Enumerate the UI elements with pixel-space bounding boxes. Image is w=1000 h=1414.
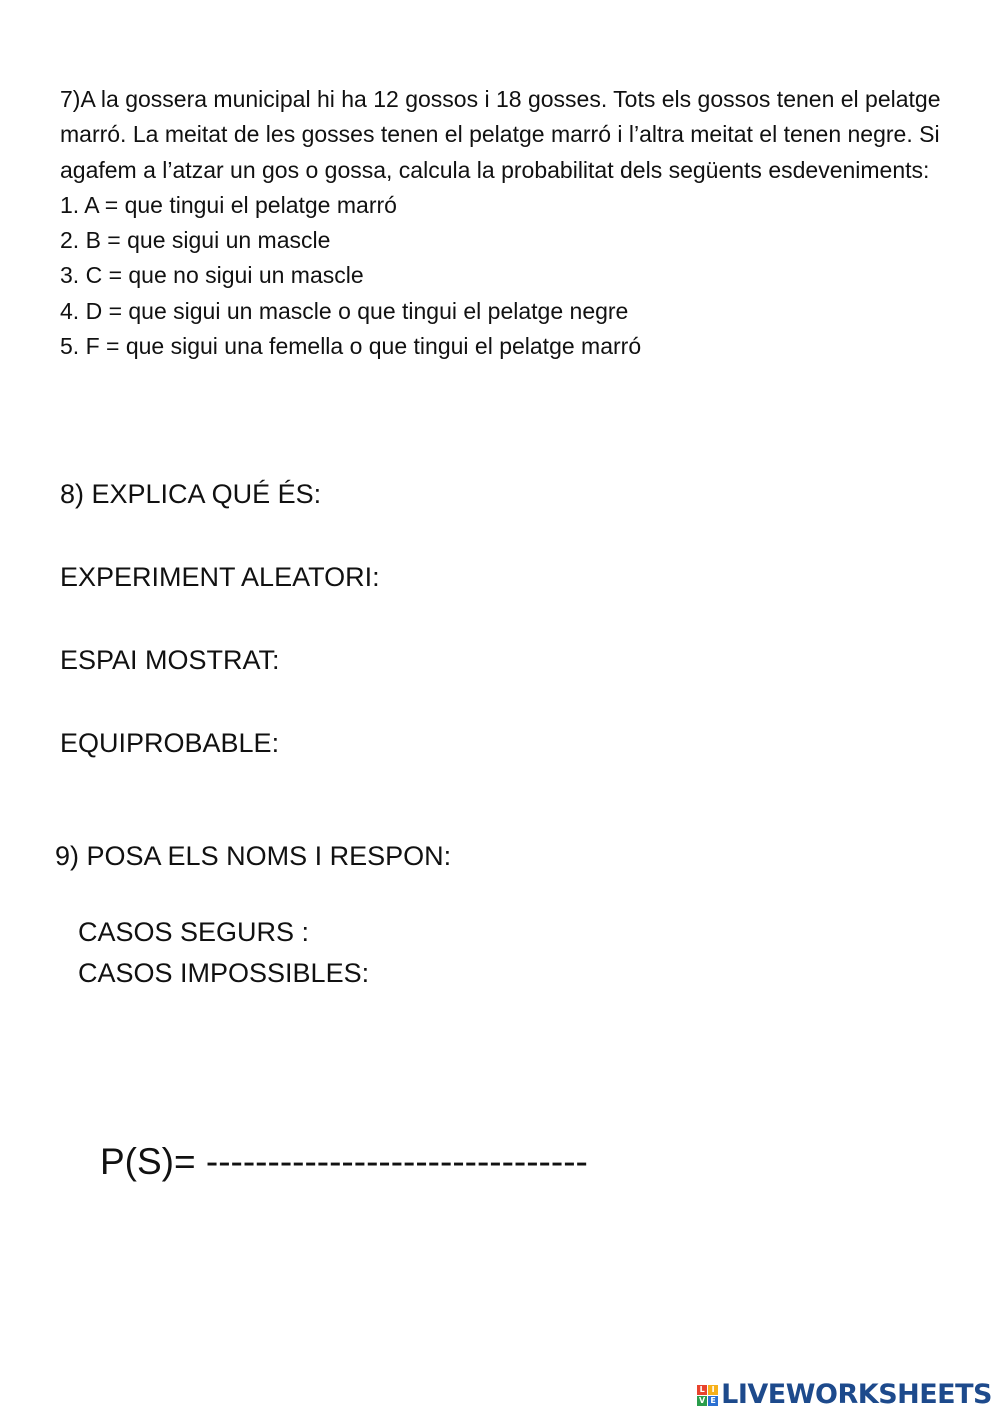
term-equiprobable: EQUIPROBABLE: <box>60 728 280 758</box>
casos-segurs-label: CASOS SEGURS : <box>78 917 310 947</box>
question-7-item-f: 5. F = que sigui una femella o que tingui el pelatge marró <box>60 333 642 360</box>
term-espai-mostrat: ESPAI MOSTRAT: <box>60 645 280 675</box>
question-7 <box>60 82 960 364</box>
probability-formula: P(S)= ------------------------------- <box>100 1141 588 1182</box>
question-7-item-b: 2. B = que sigui un mascle <box>60 227 331 254</box>
logo-letter-e: E <box>708 1396 718 1406</box>
casos-impossibles-label: CASOS IMPOSSIBLES: <box>78 958 370 988</box>
logo-letter-i: I <box>708 1385 718 1395</box>
logo-letter-l: L <box>697 1385 707 1395</box>
brand-name: LIVEWORKSHEETS <box>721 1379 992 1410</box>
question-8-title: 8) EXPLICA QUÉ ÉS: <box>60 479 322 509</box>
question-7-item-a: 1. A = que tingui el pelatge marró <box>60 191 397 218</box>
question-9-title: 9) POSA ELS NOMS I RESPON: <box>55 841 452 871</box>
term-experiment-aleatori: EXPERIMENT ALEATORI: <box>60 562 380 592</box>
question-7-statement: 7)A la gossera municipal hi ha 12 gossos i 18 gosses. Tots els gossos tenen el pelatge marró. La meitat de les gosses tenen el pelatge marró i l’altra meitat el tenen negre. Si agafem a l’atzar un gos o gossa, calcula la probabilitat dels següents esdeveniments: <box>60 86 941 183</box>
liveworksheets-brand[interactable] <box>697 1380 992 1410</box>
logo-letter-v: V <box>699 1395 706 1405</box>
liveworksheets-logo-icon <box>697 1385 718 1406</box>
question-7-item-c: 3. C = que no sigui un mascle <box>60 262 364 289</box>
question-7-item-d: 4. D = que sigui un mascle o que tingui el pelatge negre <box>60 297 629 324</box>
